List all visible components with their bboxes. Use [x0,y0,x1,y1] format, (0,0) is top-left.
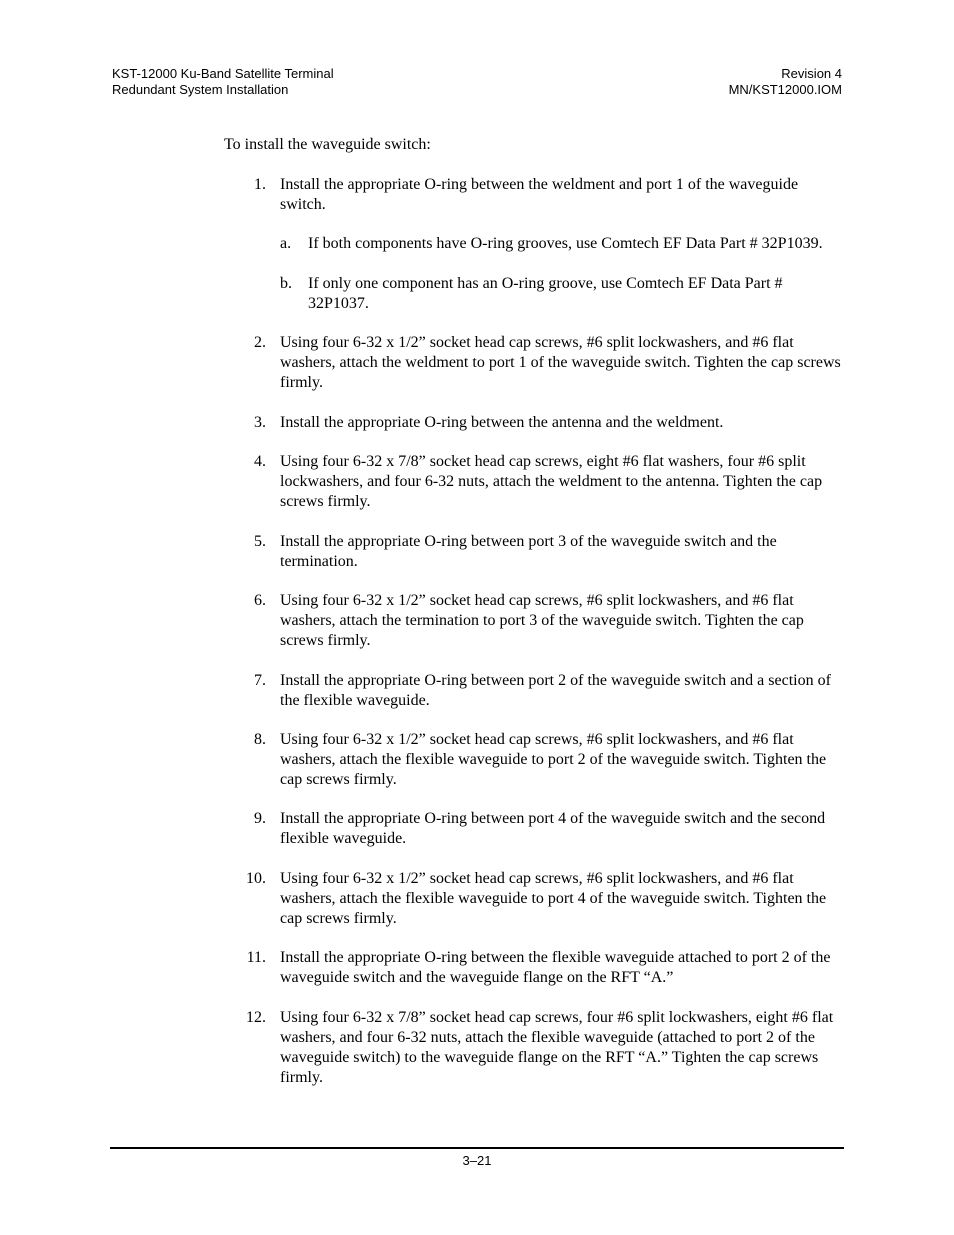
step-1 [254,175,844,215]
step-number: 10. [246,870,266,887]
step-number: 4. [254,453,266,470]
step-text: Using four 6-32 x 7/8” socket head cap screws, eight #6 flat washers, four #6 split lockwashers, and four 6-32 nuts, attach the weldment to the antenna. Tighten the cap screws firmly. [280,453,823,510]
step-number: 2. [254,334,266,351]
step-11 [246,948,844,988]
step-text: Install the appropriate O-ring between the weldment and port 1 of the waveguide switch. [280,176,799,213]
step-6 [254,591,844,651]
step-text: Using four 6-32 x 1/2” socket head cap screws, #6 split lockwashers, and #6 flat washers, attach the weldment to port 1 of the waveguide switch. Tighten the cap screws firmly. [280,334,841,391]
step-text: Install the appropriate O-ring between port 2 of the waveguide switch and a section of the flexible waveguide. [280,672,831,709]
substep-text: If both components have O-ring grooves, use Comtech EF Data Part # 32P1039. [308,235,823,252]
header-document-title: KST-12000 Ku-Band Satellite Terminal [112,66,334,81]
step-number: 3. [254,414,266,431]
header-right [729,66,842,98]
header-section-title: Redundant System Installation [112,82,289,97]
step-text: Using four 6-32 x 1/2” socket head cap screws, #6 split lockwashers, and #6 flat washers, attach the flexible waveguide to port 4 of the waveguide switch. Tighten the cap screws firmly. [280,870,827,927]
step-text: Using four 6-32 x 1/2” socket head cap screws, #6 split lockwashers, and #6 flat washers, attach the flexible waveguide to port 2 of the waveguide switch. Tighten the cap screws firmly. [280,731,827,788]
step-12 [246,1008,844,1088]
header-revision: Revision 4 [781,66,842,81]
step-text: Using four 6-32 x 1/2” socket head cap screws, #6 split lockwashers, and #6 flat washers, attach the termination to port 3 of the waveguide switch. Tighten the cap screws firmly. [280,592,804,649]
step-7 [254,671,844,711]
step-2 [254,333,844,393]
step-number: 1. [254,176,266,193]
step-5 [254,532,844,572]
header-document-number: MN/KST12000.IOM [728,82,842,97]
footer-divider [110,1147,844,1149]
step-text: Install the appropriate O-ring between port 3 of the waveguide switch and the termination. [280,533,777,570]
step-3 [254,413,844,433]
step-number: 7. [254,672,266,689]
substep-letter: b. [280,275,292,292]
step-number: 9. [254,810,266,827]
substep-letter: a. [280,235,292,252]
substep-1a [280,234,838,254]
step-8 [254,730,844,790]
step-text: Install the appropriate O-ring between port 4 of the waveguide switch and the second flexible waveguide. [280,810,826,847]
intro-text: To install the waveguide switch: [224,136,431,153]
step-text: Install the appropriate O-ring between the flexible waveguide attached to port 2 of the waveguide switch and the waveguide flange on the RFT “A.” [280,949,831,986]
step-number: 5. [254,533,266,550]
step-number: 12. [246,1009,266,1026]
step-text: Using four 6-32 x 7/8” socket head cap screws, four #6 split lockwashers, eight #6 flat washers, and four 6-32 nuts, attach the flexible waveguide (attached to port 2 of the waveguide switch) to the waveguide flange on the RFT “A.” Tighten the cap screws firmly. [280,1009,834,1086]
header-left [112,66,334,98]
step-9 [254,809,844,849]
substep-1b [280,274,838,314]
page-number: 3–21 [462,1153,492,1168]
substep-text: If only one component has an O-ring groove, use Comtech EF Data Part # 32P1037. [308,275,783,312]
step-text: Install the appropriate O-ring between the antenna and the weldment. [280,414,724,431]
step-number: 11. [246,949,266,966]
step-4 [254,452,844,512]
step-number: 8. [254,731,266,748]
step-10 [246,869,844,929]
step-number: 6. [254,592,266,609]
